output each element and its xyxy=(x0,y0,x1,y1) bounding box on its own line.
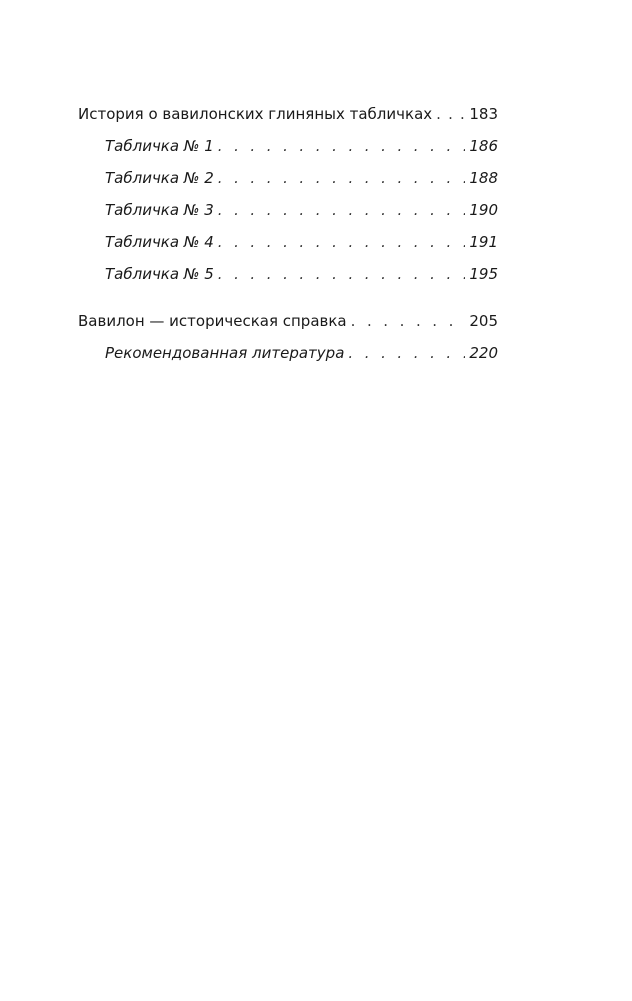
toc-page-number: 205 xyxy=(469,312,498,330)
dot-leader xyxy=(218,130,466,162)
toc-entry-title: Табличка № 2 xyxy=(105,169,214,187)
toc-entry-title: Табличка № 3 xyxy=(105,201,214,219)
toc-entry-tablet-3 xyxy=(78,194,498,226)
toc-entry-title: Табличка № 5 xyxy=(105,265,214,283)
toc-entry-tablet-2 xyxy=(78,162,498,194)
dot-leader xyxy=(218,162,466,194)
dot-leader xyxy=(218,226,466,258)
toc-entry-tablet-1 xyxy=(78,130,498,162)
dot-leader xyxy=(436,98,465,130)
toc-page-number: 220 xyxy=(469,344,498,362)
toc-entry-tablet-4 xyxy=(78,226,498,258)
toc-entry-title: Табличка № 4 xyxy=(105,233,214,251)
toc-page-number: 186 xyxy=(469,137,498,155)
toc-page-number: 183 xyxy=(469,105,498,123)
dot-leader xyxy=(218,194,466,226)
toc-entry-title: Рекомендованная литература xyxy=(105,344,345,362)
toc-entry-tablet-5 xyxy=(78,258,498,290)
toc-entry-title: Вавилон — историческая справка xyxy=(78,312,347,330)
toc-entry-clay-tablets-story xyxy=(78,98,498,130)
toc-entry-babylon-history xyxy=(78,305,498,337)
toc-page-number: 188 xyxy=(469,169,498,187)
table-of-contents xyxy=(78,98,498,369)
toc-page-number: 191 xyxy=(469,233,498,251)
toc-entry-recommended-literature xyxy=(78,337,498,369)
toc-page-number: 190 xyxy=(469,201,498,219)
dot-leader xyxy=(351,305,466,337)
toc-entry-title: Табличка № 1 xyxy=(105,137,214,155)
toc-entry-title: История о вавилонских глиняных табличках xyxy=(78,105,433,123)
toc-page-number: 195 xyxy=(469,265,498,283)
dot-leader xyxy=(348,337,465,369)
dot-leader xyxy=(218,258,466,290)
